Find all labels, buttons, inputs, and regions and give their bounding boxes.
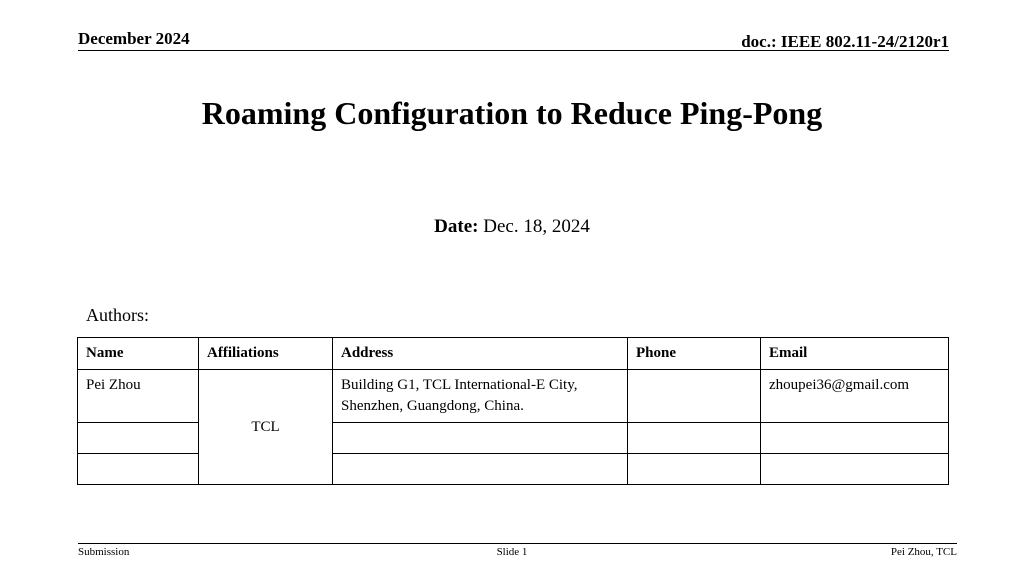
cell-address bbox=[333, 454, 628, 485]
date-value: Dec. 18, 2024 bbox=[483, 216, 590, 237]
header-date: December 2024 bbox=[78, 29, 190, 48]
cell-phone bbox=[628, 454, 761, 485]
date-line bbox=[0, 216, 1024, 238]
cell-address: Building G1, TCL International-E City, Shenzhen, Guangdong, China. bbox=[333, 370, 628, 423]
slide-title: Roaming Configuration to Reduce Ping-Pong bbox=[201, 95, 823, 131]
header-divider bbox=[78, 50, 949, 51]
cell-email bbox=[761, 454, 949, 485]
authors-label: Authors: bbox=[86, 305, 149, 325]
column-header-name: Name bbox=[78, 338, 199, 370]
header-doc-id: doc.: IEEE 802.11-24/2120r1 bbox=[741, 32, 949, 51]
cell-affiliation: TCL bbox=[199, 370, 333, 485]
column-header-email: Email bbox=[761, 338, 949, 370]
column-header-phone: Phone bbox=[628, 338, 761, 370]
cell-phone bbox=[628, 370, 761, 423]
authors-table bbox=[77, 337, 949, 485]
footer-submission: Submission bbox=[78, 546, 130, 558]
cell-name bbox=[78, 454, 199, 485]
column-header-affiliations: Affiliations bbox=[199, 338, 333, 370]
footer-slide-number: Slide 1 bbox=[496, 546, 528, 558]
table-header-row bbox=[78, 338, 949, 370]
column-header-address: Address bbox=[333, 338, 628, 370]
cell-name: Pei Zhou bbox=[78, 370, 199, 423]
footer-divider bbox=[78, 543, 957, 544]
table-row bbox=[78, 370, 949, 423]
footer-author: Pei Zhou, TCL bbox=[890, 546, 957, 558]
cell-email: zhoupei36@gmail.com bbox=[761, 370, 949, 423]
cell-phone bbox=[628, 423, 761, 454]
cell-email bbox=[761, 423, 949, 454]
cell-name bbox=[78, 423, 199, 454]
date-label: Date: bbox=[434, 216, 479, 237]
cell-address bbox=[333, 423, 628, 454]
